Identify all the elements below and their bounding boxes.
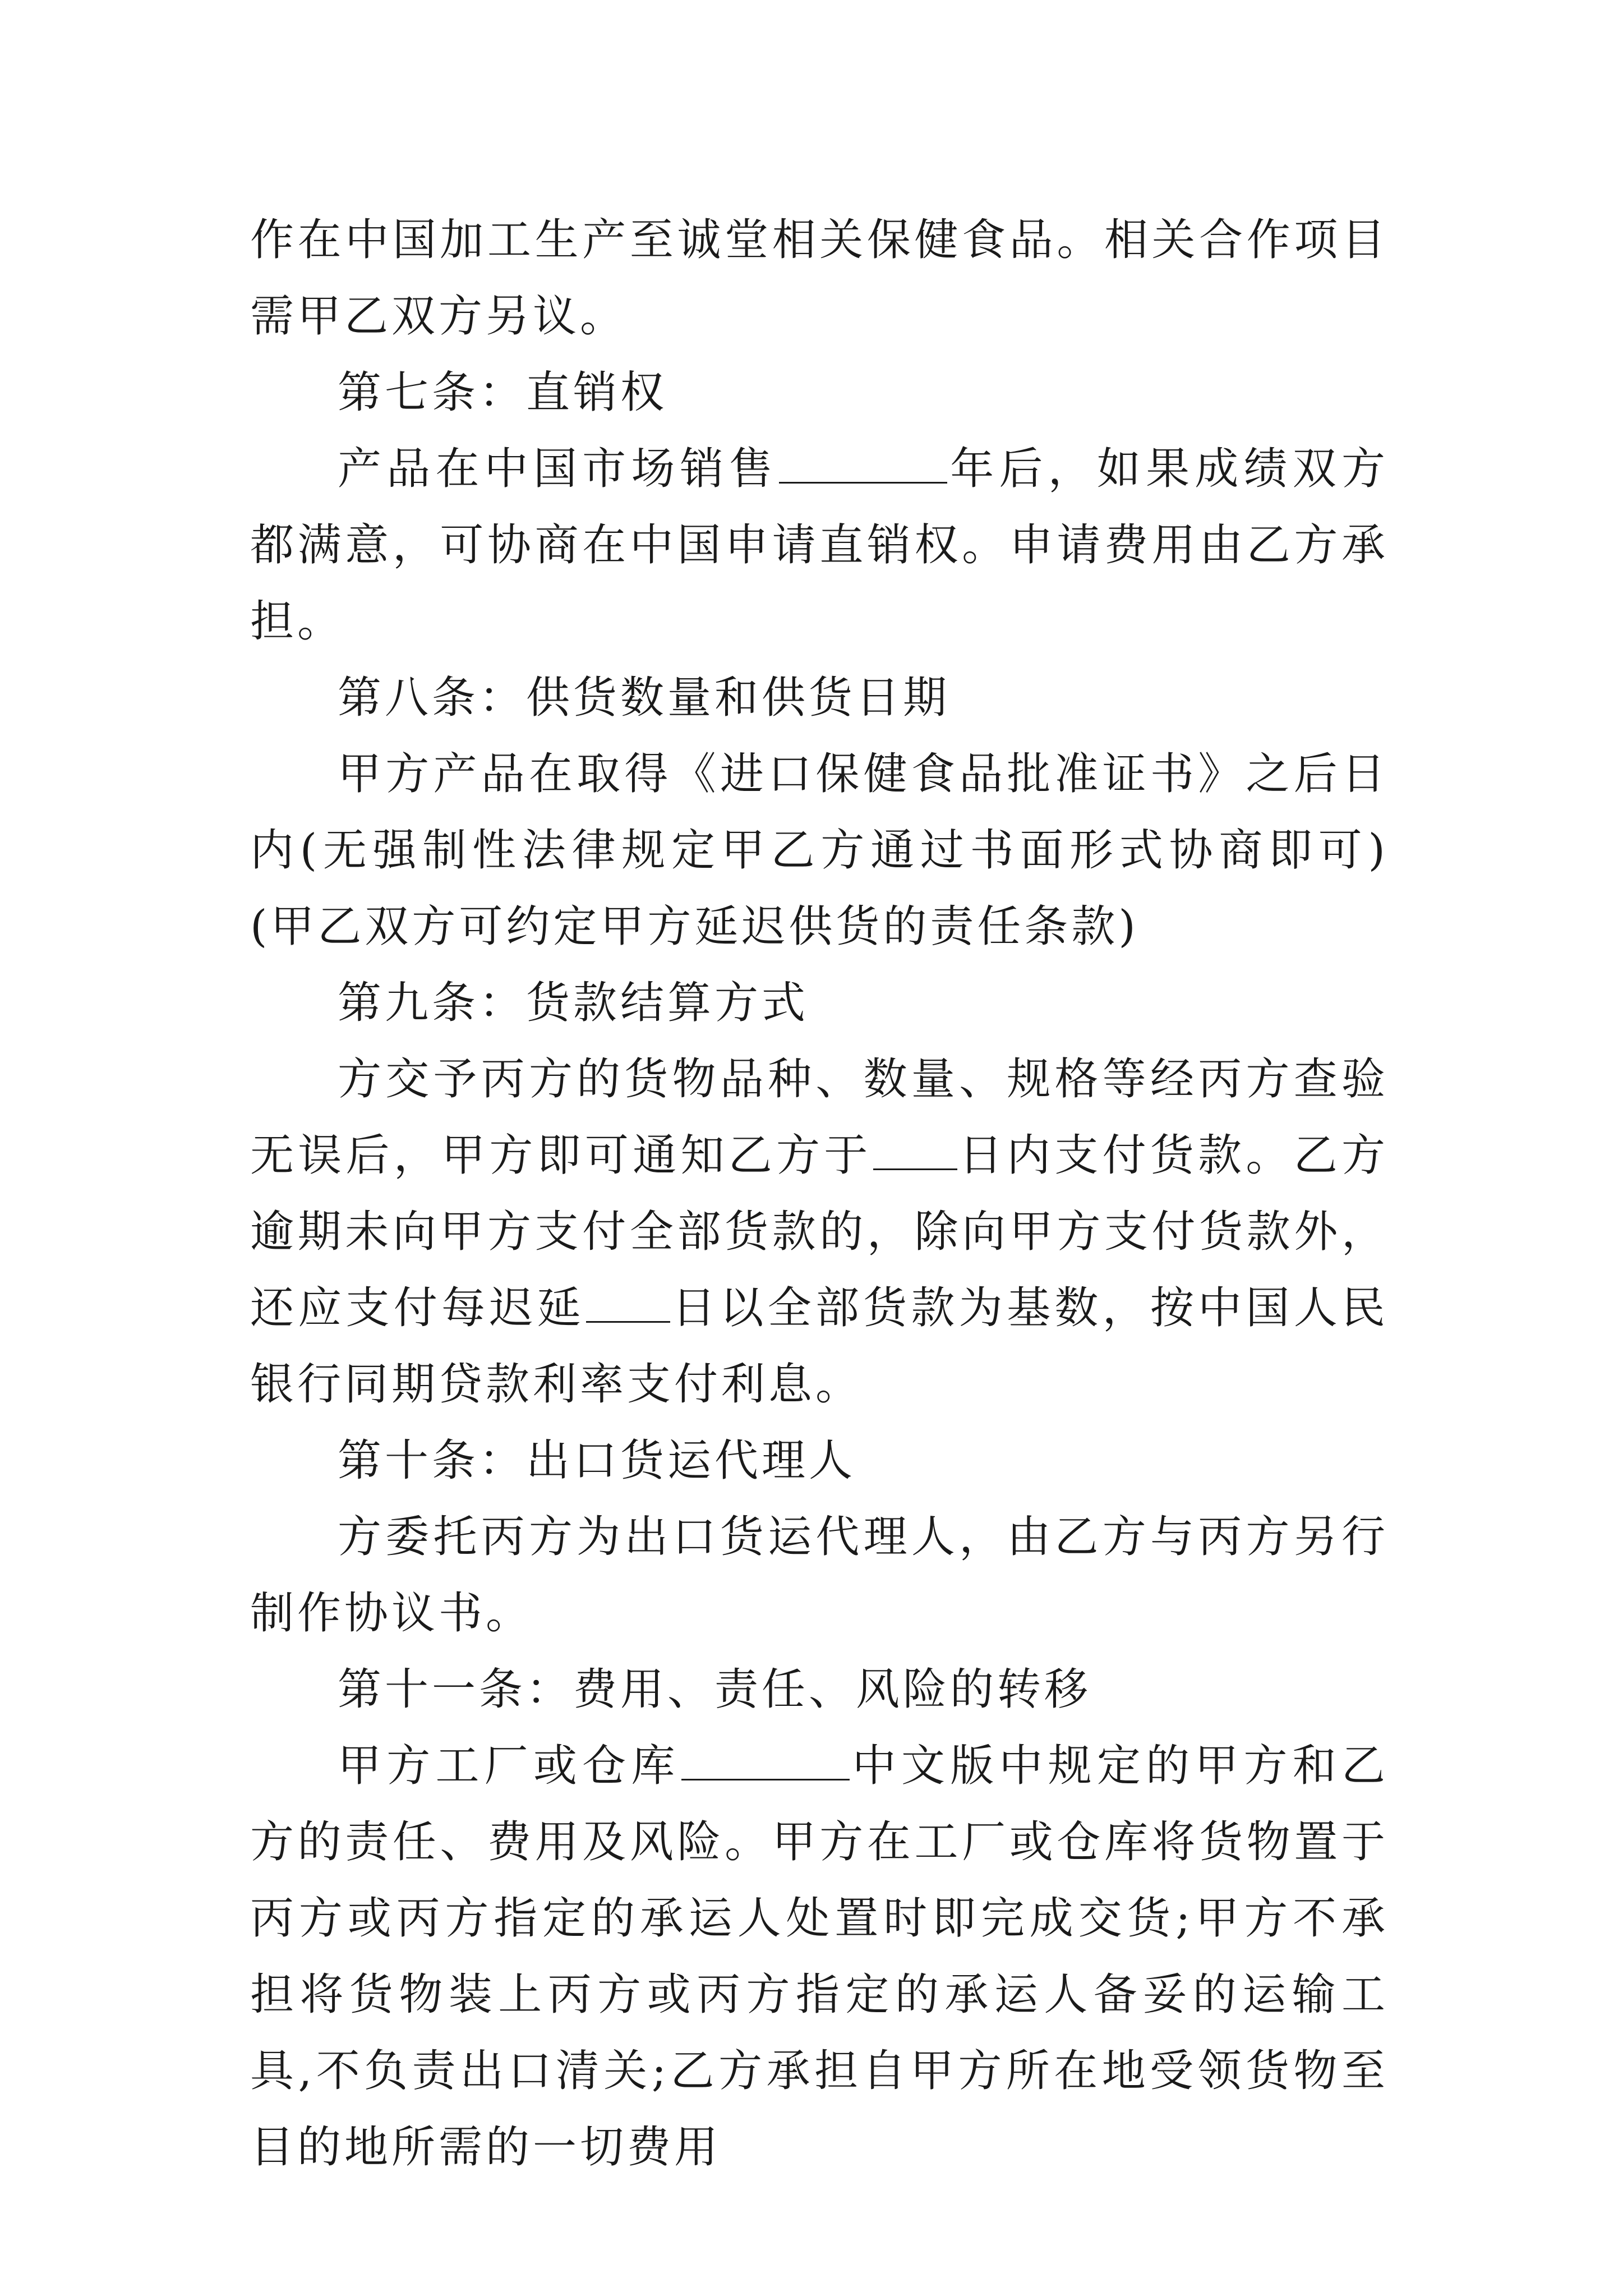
article-7-body — [250, 431, 1389, 660]
article-7-heading: 第七条：直销权 — [338, 367, 668, 418]
article-9-text-b: 日内支付货款。乙方逾期未向甲方支付全部货款的，除向甲方支付货款外，还应支付每迟延 — [250, 1130, 1389, 1333]
article-9-text-a: 方交予丙方的货物品种、数量、规格等经丙方查验无误后，甲方即可通知乙方于 — [250, 1054, 1389, 1181]
fill-in-blank — [873, 1128, 957, 1170]
article-9-body — [250, 1041, 1389, 1423]
article-10-heading: 第十条：出口货运代理人 — [338, 1435, 856, 1486]
paragraph-continuation: 作在中国加工生产至诚堂相关保健食品。相关合作项目需甲乙双方另议。 — [250, 215, 1389, 342]
article-9-text-c: 日以全部货款为基数，按中国人民银行同期贷款利率支付利息。 — [250, 1283, 1389, 1410]
document-body — [250, 202, 1389, 2185]
article-7-text-a: 产品在中国市场销售 — [338, 444, 778, 494]
article-11-text-b: 中文版中规定的甲方和乙方的责任、费用及风险。甲方在工厂或仓库将货物置于丙方或丙方指定的承运人处置时即完成交货;甲方不承担将货物装上丙方或丙方指定的承运人备妥的运输工具,不负责出口清关;乙方承担自甲方所在地受领货物至目的地所需的一切费用 — [250, 1741, 1389, 2173]
article-11-text-a: 甲方工厂或仓库 — [338, 1741, 680, 1791]
article-11-heading: 第十一条：费用、责任、风险的转移 — [338, 1664, 1092, 1715]
article-8-body: 甲方产品在取得《进口保健食品批准证书》之后日内(无强制性法律规定甲乙方通过书面形式协商即可)(甲乙双方可约定甲方延迟供货的责任条款) — [250, 749, 1389, 952]
fill-in-blank — [586, 1281, 670, 1323]
article-9-heading: 第九条：货款结算方式 — [338, 978, 809, 1028]
fill-in-blank — [779, 441, 947, 484]
article-11-body — [250, 1728, 1389, 2185]
article-10-body: 方委托丙方为出口货运代理人，由乙方与丙方另行制作协议书。 — [250, 1512, 1389, 1639]
article-8-heading: 第八条：供货数量和供货日期 — [338, 673, 951, 723]
fill-in-blank — [681, 1738, 850, 1780]
article-7-text-b: 年后，如果成绩双方都满意，可协商在中国申请直销权。申请费用由乙方承担。 — [250, 444, 1389, 647]
